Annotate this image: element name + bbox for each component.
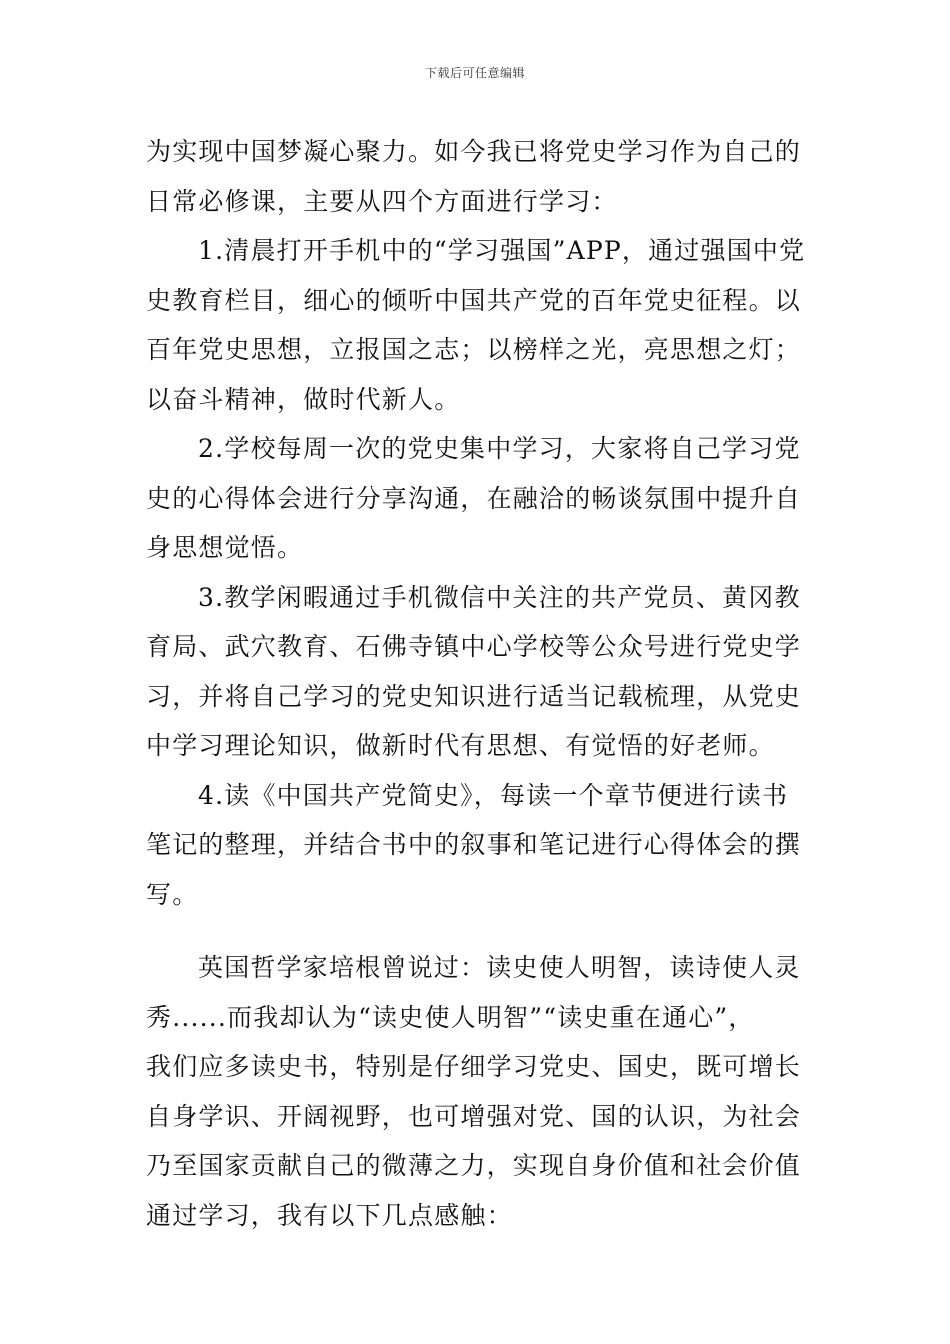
text-line: 秀......而我却认为“读史使人明智”“读史重在通心”， (146, 1002, 755, 1032)
text-line: 笔记的整理，并结合书中的叙事和笔记进行心得体会的撰 (146, 830, 802, 859)
text-line: 史教育栏目，细心的倾听中国共产党的百年党史征程。以 (146, 285, 802, 315)
text-line: 4.读《中国共产党简史》，每读一个章节便进行读书 (198, 780, 789, 810)
text-line: 乃至国家贡献自己的微薄之力，实现自身价值和社会价值 (146, 1151, 802, 1180)
paragraph-item-4 (146, 771, 826, 920)
text-line: 2.学校每周一次的党史集中学习，大家将自己学习党 (198, 434, 801, 463)
document-body (146, 127, 826, 1240)
paragraph-intro (146, 127, 826, 226)
text-line: 育局、武穴教育、石佛寺镇中心学校等公众号进行党史学 (146, 632, 802, 661)
page-header: 下载后可任意编辑 (424, 66, 525, 80)
text-line: 为实现中国梦凝心聚力。如今我已将党史学习作为自己的 (146, 137, 802, 166)
text-line: 自身学识、开阔视野，也可增强对党、国的认识，为社会 (146, 1101, 802, 1131)
paragraph-bacon (146, 943, 826, 1240)
text-line: 1.清晨打开手机中的“学习强国”APP，通过强国中党 (198, 236, 806, 265)
text-line: 百年党史思想，立报国之志；以榜样之光，亮思想之灯； (146, 335, 802, 364)
paragraph-item-1 (146, 226, 826, 424)
text-line: 写。 (146, 879, 199, 909)
text-line: 通过学习，我有以下几点感触： (146, 1200, 513, 1230)
paragraph-item-3 (146, 573, 826, 771)
text-line: 我们应多读史书，特别是仔细学习党史、国史，既可增长 (146, 1052, 802, 1081)
paragraph-spacer (146, 919, 826, 943)
text-line: 习，并将自己学习的党史知识进行适当记载梳理，从党史 (146, 681, 802, 711)
text-line: 史的心得体会进行分享沟通，在融洽的畅谈氛围中提升自 (146, 483, 802, 513)
text-line: 日常必修课，主要从四个方面进行学习： (146, 186, 618, 216)
text-line: 英国哲学家培根曾说过：读史使人明智，读诗使人灵 (198, 953, 801, 982)
paragraph-item-2 (146, 424, 826, 573)
text-line: 中学习理论知识，做新时代有思想、有觉悟的好老师。 (146, 731, 775, 760)
text-line: 以奋斗精神，做时代新人。 (146, 384, 461, 414)
text-line: 3.教学闲暇通过手机微信中关注的共产党员、黄冈教 (198, 582, 801, 612)
text-line: 身思想觉悟。 (146, 533, 304, 562)
